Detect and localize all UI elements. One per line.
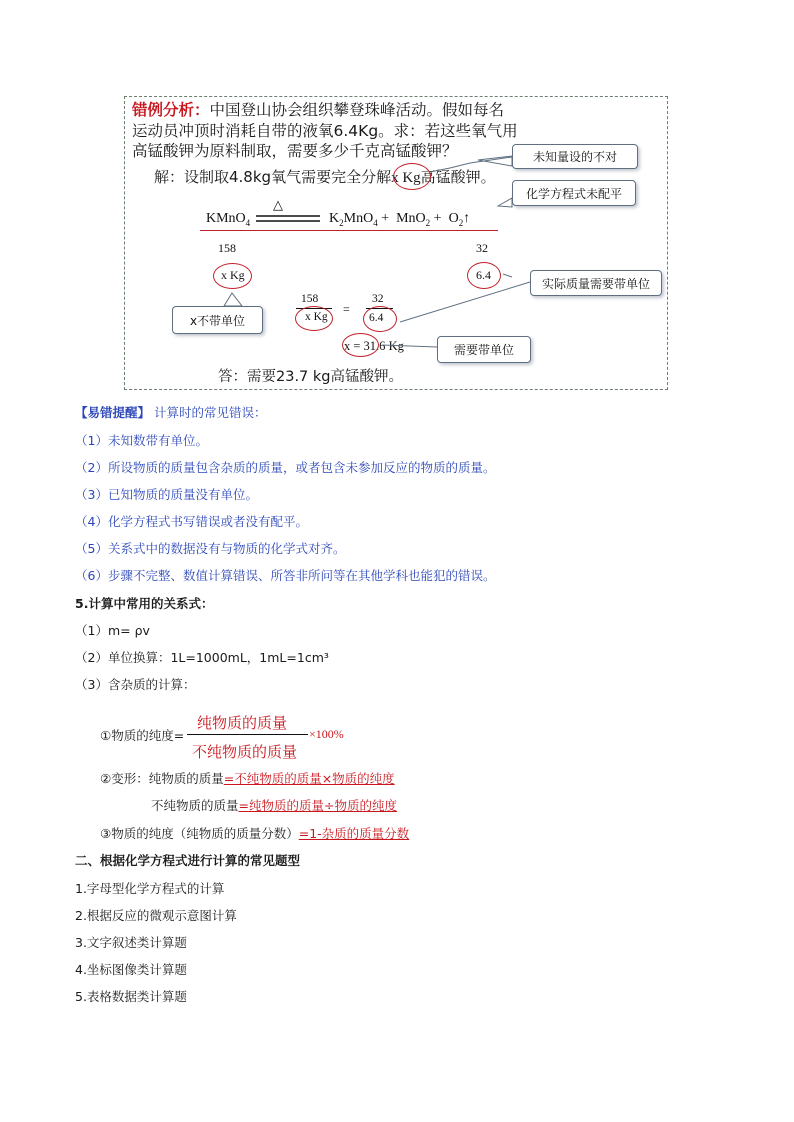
purity-denominator: 不纯物质的质量 (192, 743, 298, 761)
purity-label: ①物质的纯度= (100, 728, 185, 743)
variant-line: ②变形：纯物质的质量=不纯物质的质量×物质的纯度 (100, 771, 395, 786)
tips-item: （2）所设物质的质量包含杂质的质量，或者包含未参加反应的物质的质量。 (75, 460, 496, 475)
example-line-3: 高锰酸钾为原料制取，需要多少千克高锰酸钾？ (132, 142, 458, 160)
tips-item: （4）化学方程式书写错误或者没有配平。 (75, 514, 308, 529)
answer-line: 答：需要23.7 kg高锰酸钾。 (218, 369, 403, 385)
val-right: 6.4 (476, 268, 491, 282)
section5-item-1: （1）m= ρv (75, 623, 150, 638)
fraction-line: ③物质的纯度（纯物质的质量分数）=1-杂质的质量分数 (100, 826, 410, 841)
example-title-label: 错例分析： (132, 101, 210, 119)
mass-left: 158 (218, 241, 236, 255)
callout-unbalanced: 化学方程式未配平 (512, 180, 636, 206)
section5-item-3: （3）含杂质的计算： (75, 677, 196, 692)
var-left: x Kg (221, 268, 245, 282)
callout-unknown-unit: 未知量设的不对 (512, 144, 638, 169)
solution-line: 解：设制取4.8kg氧气需要完全分解x Kg高锰酸钾。 (154, 168, 496, 186)
tips-item: （6）步骤不完整、数值计算错误、所答非所问等在其他学科也能犯的错误。 (75, 568, 496, 583)
tips-item: （3）已知物质的质量没有单位。 (75, 487, 258, 502)
impure-line: 不纯物质的质量=纯物质的质量÷物质的纯度 (151, 798, 397, 813)
example-line-2: 运动员冲顶时消耗自带的液氧6.4Kg。求：若这些氧气用 (132, 122, 518, 140)
purity-fraction-bar (187, 734, 308, 735)
section5-title: 5.计算中常用的关系式： (75, 596, 214, 611)
tips-header: 【易错提醒】 计算时的常见错误： (75, 405, 267, 420)
part2-title: 二、根据化学方程式进行计算的常见题型 (75, 853, 301, 868)
equation-products: $K_2MnO_4 + MnO_2$ + $O_2↑$ (329, 211, 471, 228)
equation-reactant: KMnO$_4$ (206, 211, 251, 228)
example-line-1: 错例分析：中国登山协会组织攀登珠峰活动。假如每名 (132, 101, 505, 119)
frac-right-den: 6.4 (369, 312, 384, 324)
tips-item: （1）未知数带有单位。 (75, 433, 208, 448)
heat-symbol: △ (273, 197, 283, 212)
part2-item: 5.表格数据类计算题 (75, 989, 187, 1004)
callout-pointers (0, 0, 794, 400)
frac-left-num: 158 (301, 293, 319, 305)
mass-right: 32 (476, 241, 488, 255)
purity-numerator: 纯物质的质量 (197, 714, 288, 732)
section5-item-2: （2）单位换算：1L=1000mL，1mL=1cm³ (75, 650, 329, 665)
tips-item: （5）关系式中的数据没有与物质的化学式对齐。 (75, 541, 346, 556)
frac-equals: = (343, 302, 350, 316)
part2-item: 2.根据反应的微观示意图计算 (75, 908, 237, 923)
part2-item: 3.文字叙述类计算题 (75, 935, 187, 950)
part2-item: 4.坐标图像类计算题 (75, 962, 187, 977)
callout-actual-mass-unit: 实际质量需要带单位 (530, 270, 662, 296)
result-line: x = 31.6 Kg (344, 339, 404, 353)
callout-need-unit: 需要带单位 (437, 336, 531, 363)
part2-item: 1.字母型化学方程式的计算 (75, 881, 225, 896)
purity-tail: ×100% (309, 727, 344, 741)
frac-left-den: x Kg (305, 311, 328, 323)
callout-x-no-unit: x不带单位 (172, 306, 263, 334)
frac-right-num: 32 (372, 293, 384, 305)
